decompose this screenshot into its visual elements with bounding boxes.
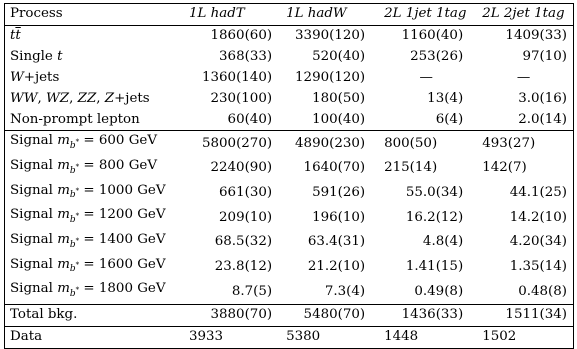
row-label: W+jets	[10, 70, 60, 86]
cell-value: 180(50)	[312, 91, 366, 106]
event-yields-table	[4, 3, 574, 349]
cell-value: —	[419, 70, 433, 86]
total-background-row	[5, 305, 574, 327]
cell-col-1	[184, 156, 282, 181]
cell-value: 23.8(12)	[214, 259, 273, 275]
cell-col-1	[184, 326, 282, 348]
cell-col-2	[282, 279, 378, 304]
cell-value: 368(33)	[219, 49, 273, 65]
cell-col-3	[378, 156, 474, 181]
cell-col-4	[474, 181, 573, 206]
cell-value: 8.7(5)	[231, 283, 273, 299]
cell-col-2	[282, 156, 378, 181]
row-label: Signal $m_{b^*} = 1600$ GeV	[10, 256, 166, 275]
cell-value: 520(40)	[312, 49, 366, 65]
cell-value: 1.41(15)	[405, 259, 464, 275]
cell-value: 60(40)	[227, 111, 273, 127]
cell-col-3	[378, 326, 474, 348]
row-label: Non-prompt lepton	[10, 111, 140, 127]
cell-col-1	[184, 89, 282, 110]
cell-col-2	[282, 230, 378, 255]
header-process: Process	[10, 6, 63, 22]
cell-value: 591(26)	[312, 185, 366, 201]
cell-value: 3.0(16)	[518, 91, 567, 106]
cell-col-4	[474, 230, 573, 255]
cell-col-4	[474, 109, 573, 130]
cell-value: 2240(90)	[210, 160, 273, 176]
row-label: tt	[5, 25, 184, 46]
background-row	[5, 25, 574, 46]
cell-value: 661(30)	[219, 185, 273, 201]
signal-row	[5, 131, 574, 156]
cell-value: 21.2(10)	[307, 259, 366, 275]
cell-value: 1.35(14)	[509, 259, 567, 275]
signal-row	[5, 181, 574, 206]
row-label: Single t	[10, 49, 63, 65]
row-label: Signal $m_{b^*} = 600$ GeV	[5, 131, 184, 156]
cell-col-2	[282, 305, 378, 327]
cell-col-1	[184, 279, 282, 304]
cell-col-4	[474, 305, 573, 327]
cell-col-2	[282, 131, 378, 156]
cell-value: 1360(140)	[201, 70, 273, 86]
cell-col-2	[282, 255, 378, 280]
cell-value: 4.8(4)	[422, 234, 464, 250]
cell-value: 1860(60)	[210, 28, 273, 44]
signal-row	[5, 230, 574, 255]
cell-value: 4.20(34)	[509, 234, 567, 250]
cell-col-4	[474, 47, 573, 68]
cell-col-2	[282, 25, 378, 46]
cell-col-1	[184, 109, 282, 130]
cell-value: —	[516, 70, 531, 86]
background-row	[5, 47, 574, 68]
background-row	[5, 89, 574, 110]
cell-value: 1409(33)	[505, 28, 567, 44]
signal-row	[5, 205, 574, 230]
signal-row	[5, 255, 574, 280]
cell-value: 0.48(8)	[518, 283, 567, 299]
cell-value: 2.0(14)	[518, 111, 567, 127]
background-row	[5, 109, 574, 130]
cell-col-3	[378, 25, 474, 46]
cell-value: 5800(270)	[201, 135, 273, 151]
cell-col-2	[282, 181, 378, 206]
cell-value: 5480(70)	[303, 307, 366, 323]
cell-col-3	[378, 230, 474, 255]
cell-value: 142(7)	[482, 160, 527, 176]
cell-value: 13(4)	[427, 91, 464, 106]
cell-value: 1640(70)	[303, 160, 366, 176]
row-label: Total bkg.	[5, 305, 184, 327]
row-label: Data	[5, 326, 184, 348]
cell-col-4	[474, 205, 573, 230]
cell-col-4	[474, 156, 573, 181]
cell-col-1	[184, 305, 282, 327]
cell-value: 493(27)	[482, 135, 536, 151]
cell-col-2	[282, 109, 378, 130]
cell-value: 5380	[286, 329, 321, 345]
cell-value: 97(10)	[522, 49, 567, 65]
cell-value: 3933	[188, 329, 224, 345]
cell-value: 196(10)	[312, 209, 366, 225]
cell-value: 68.5(32)	[214, 234, 273, 250]
cell-value: 1448	[384, 329, 419, 345]
cell-col-1	[184, 25, 282, 46]
cell-col-4	[474, 326, 573, 348]
cell-col-4	[474, 279, 573, 304]
header-1l-hadw: 1L hadW	[286, 6, 347, 22]
signal-row	[5, 279, 574, 304]
cell-col-4	[474, 89, 573, 110]
cell-value: 0.49(8)	[414, 283, 464, 299]
cell-col-3	[378, 89, 474, 110]
cell-value: 44.1(25)	[509, 185, 567, 201]
row-label: WW, WZ, ZZ, Z+jets	[10, 91, 150, 106]
cell-col-4	[474, 25, 573, 46]
cell-col-2	[282, 326, 378, 348]
cell-value: 14.2(10)	[509, 209, 567, 225]
row-label: Signal $m_{b^*} = 1400$ GeV	[10, 232, 166, 250]
cell-value: 3390(120)	[295, 28, 366, 44]
row-label: Signal $m_{b^*} = 1800$ GeV	[10, 281, 166, 300]
header-2l-1jet-1tag: 2L 1jet 1tag	[384, 6, 467, 22]
cell-value: 6(4)	[435, 111, 464, 127]
cell-col-4	[474, 131, 573, 156]
cell-col-1	[184, 205, 282, 230]
cell-col-3	[378, 305, 474, 327]
cell-col-3	[378, 205, 474, 230]
cell-col-2	[282, 47, 378, 68]
cell-value: 209(10)	[219, 209, 273, 225]
cell-col-1	[184, 131, 282, 156]
header-2l-2jet-1tag: 2L 2jet 1tag	[482, 6, 565, 22]
cell-value: 1290(120)	[295, 70, 366, 86]
cell-value: 215(14)	[384, 160, 438, 176]
cell-col-1	[184, 47, 282, 68]
cell-col-4	[474, 255, 573, 280]
cell-value: 100(40)	[312, 111, 366, 127]
header-1l-hadt: 1L hadT	[188, 6, 245, 22]
cell-col-3	[378, 131, 474, 156]
cell-col-1	[184, 255, 282, 280]
cell-value: 1502	[482, 329, 517, 345]
cell-col-2	[282, 205, 378, 230]
cell-value: 63.4(31)	[307, 234, 366, 250]
cell-col-3	[378, 255, 474, 280]
cell-value: 800(50)	[384, 135, 438, 151]
cell-value: 1160(40)	[401, 28, 464, 44]
cell-col-2	[282, 89, 378, 110]
cell-value: 4890(230)	[295, 135, 366, 151]
data-row	[5, 326, 574, 348]
cell-col-1	[184, 68, 282, 89]
cell-value: 3880(70)	[210, 307, 273, 323]
table-header-row	[5, 4, 574, 26]
cell-value: 7.3(4)	[324, 283, 366, 299]
cell-col-3	[378, 279, 474, 304]
cell-col-1	[184, 230, 282, 255]
row-label: Signal $m_{b^*} = 800$ GeV	[10, 158, 157, 176]
cell-value: 1511(34)	[505, 307, 567, 323]
cell-col-2	[282, 68, 378, 89]
cell-value: 230(100)	[210, 91, 273, 106]
cell-value: 55.0(34)	[405, 185, 464, 201]
cell-value: 253(26)	[410, 49, 464, 65]
cell-col-3	[378, 181, 474, 206]
row-label: Signal $m_{b^*} = 1000$ GeV	[10, 182, 166, 201]
cell-value: 16.2(12)	[405, 209, 464, 225]
cell-col-4	[474, 68, 573, 89]
cell-col-3	[378, 109, 474, 130]
background-row	[5, 68, 574, 89]
cell-col-3	[378, 47, 474, 68]
row-label: Signal $m_{b^*} = 1200$ GeV	[10, 207, 166, 226]
cell-col-3	[378, 68, 474, 89]
cell-value: 1436(33)	[401, 307, 464, 323]
cell-col-1	[184, 181, 282, 206]
signal-row	[5, 156, 574, 181]
